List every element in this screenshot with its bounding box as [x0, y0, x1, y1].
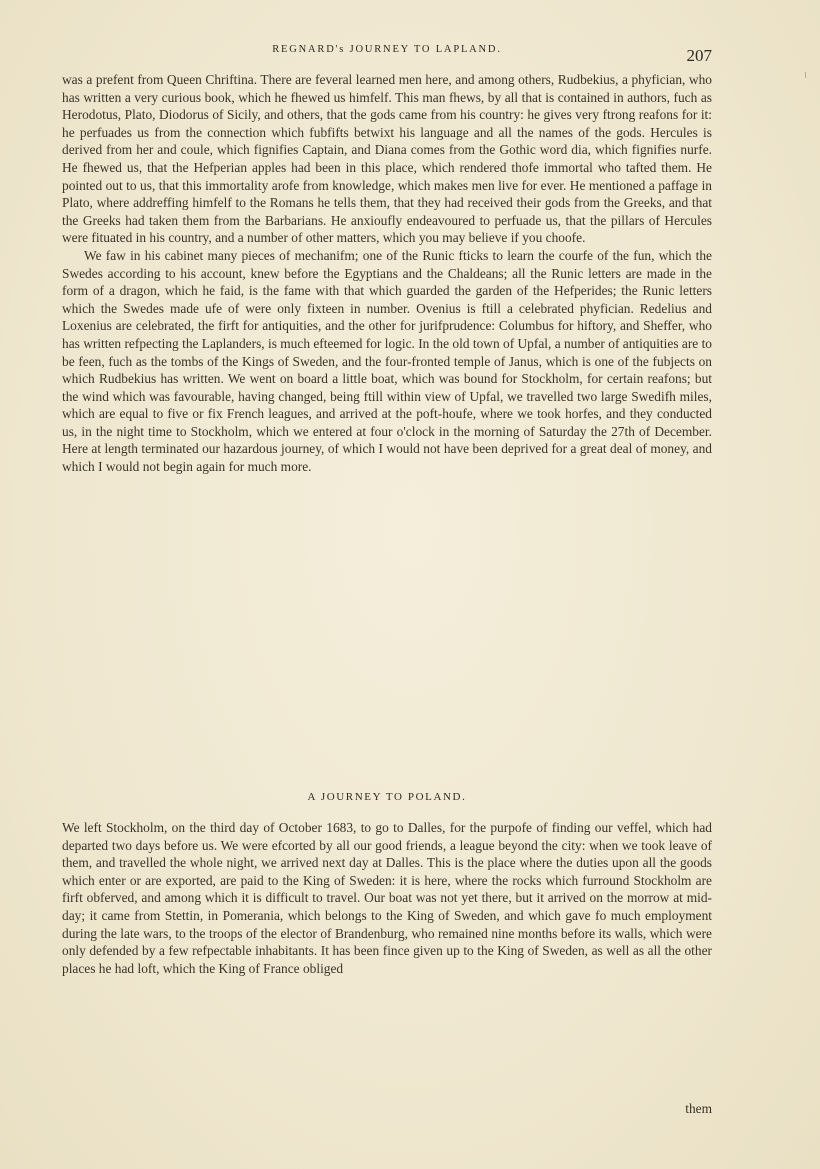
- paragraph: We left Stockholm, on the third day of October 1683, to go to Dalles, for the purpofe of finding our veffel, which had departed two days before us. We were efcorted by all our good friends, a league beyond the city: when we took leave of them, and travelled the whole night, we arrived next day at Dalles. This is the place where the duties upon all the goods which enter or are exported, are paid to the King of Sweden: it is here, where the rocks which furround Stockholm are firft obferved, and among which it is difficult to travel. Our boat was not yet there, but it arrived on the morrow at mid-day; it came from Stettin, in Pomerania, which belongs to the King of Sweden, and which gave fo much employment during the late wars, to the troops of the elector of Brandenburg, who remained nine months before its walls, which were only defended by a few refpectable inhabitants. It has been fince given up to the King of Sweden, as well as all the other places he had loft, which the King of France obliged: [62, 820, 712, 976]
- running-head: REGNARD's JOURNEY TO LAPLAND.: [272, 44, 502, 55]
- body-text-upper: [62, 71, 712, 476]
- page-number: 207: [686, 46, 712, 65]
- page-edge-mark: [805, 72, 806, 78]
- section-heading: A JOURNEY TO POLAND.: [307, 791, 467, 803]
- paragraph: was a prefent from Queen Chriftina. There are feveral learned men here, and among others, Rudbekius, a phyfician, who has written a very curious book, which he fhewed us himfelf. This man fhews, by all that is contained in authors, fuch as Herodotus, Plato, Diodorus of Sicily, and others, that the gods came from his country: he gives very ftrong reafons for it: he perfuades us from the connection which fubfifts betwixt his language and all the names of the gods. Hercules is derived from her and coule, which fignifies Captain, and Diana comes from the Gothic word dia, which fignifies nurfe. He fhewed us, that the Hefperian apples had been in this place, which rendered thofe immortal who tafted them. He pointed out to us, that this immortality arofe from knowledge, which makes men live for ever. He mentioned a paffage in Plato, where addreffing himfelf to the Romans he tells them, that they had received their gods from the Greeks, and that the Greeks had taken them from the Barbarians. He anxioufly endeavoured to perfuade us, that the pillars of Hercules were fituated in his country, and a number of other matters, which you may believe if you choofe.: [62, 72, 712, 246]
- paragraph: We faw in his cabinet many pieces of mechanifm; one of the Runic fticks to learn the courfe of the fun, which the Swedes according to his account, knew before the Egyptians and the Chaldeans; all the Runic letters are made in the form of a dragon, which he faid, is the fame with that which guarded the garden of the Hefperides; the Runic letters which the Swedes made ufe of were only fixteen in number. Ovenius is ftill a celebrated phyfician. Redelius and Loxenius are celebrated, the firft for antiquities, and the other for jurifprudence: Columbus for hiftory, and Sheffer, who has written refpecting the Laplanders, is much efteemed for logic. In the old town of Upfal, a number of antiquities are to be feen, fuch as the tombs of the Kings of Sweden, and the four-fronted temple of Janus, which is one of the fubjects on which Rudbekius has written. We went on board a little boat, which was bound for Stockholm, for certain reafons; but the wind which was favourable, having changed, being ftill within view of Upfal, we travelled two large Swedifh miles, which are equal to five or fix French leagues, and arrived at the poft-houfe, where we took horfes, and they conducted us, in the night time to Stockholm, which we entered at four o'clock in the morning of Saturday the 27th of December. Here at length terminated our hazardous journey, of which I would not have been deprived for a great deal of money, and which I would not begin again for much more.: [62, 247, 712, 475]
- body-text-lower: [62, 819, 712, 977]
- catchword: them: [685, 1101, 712, 1116]
